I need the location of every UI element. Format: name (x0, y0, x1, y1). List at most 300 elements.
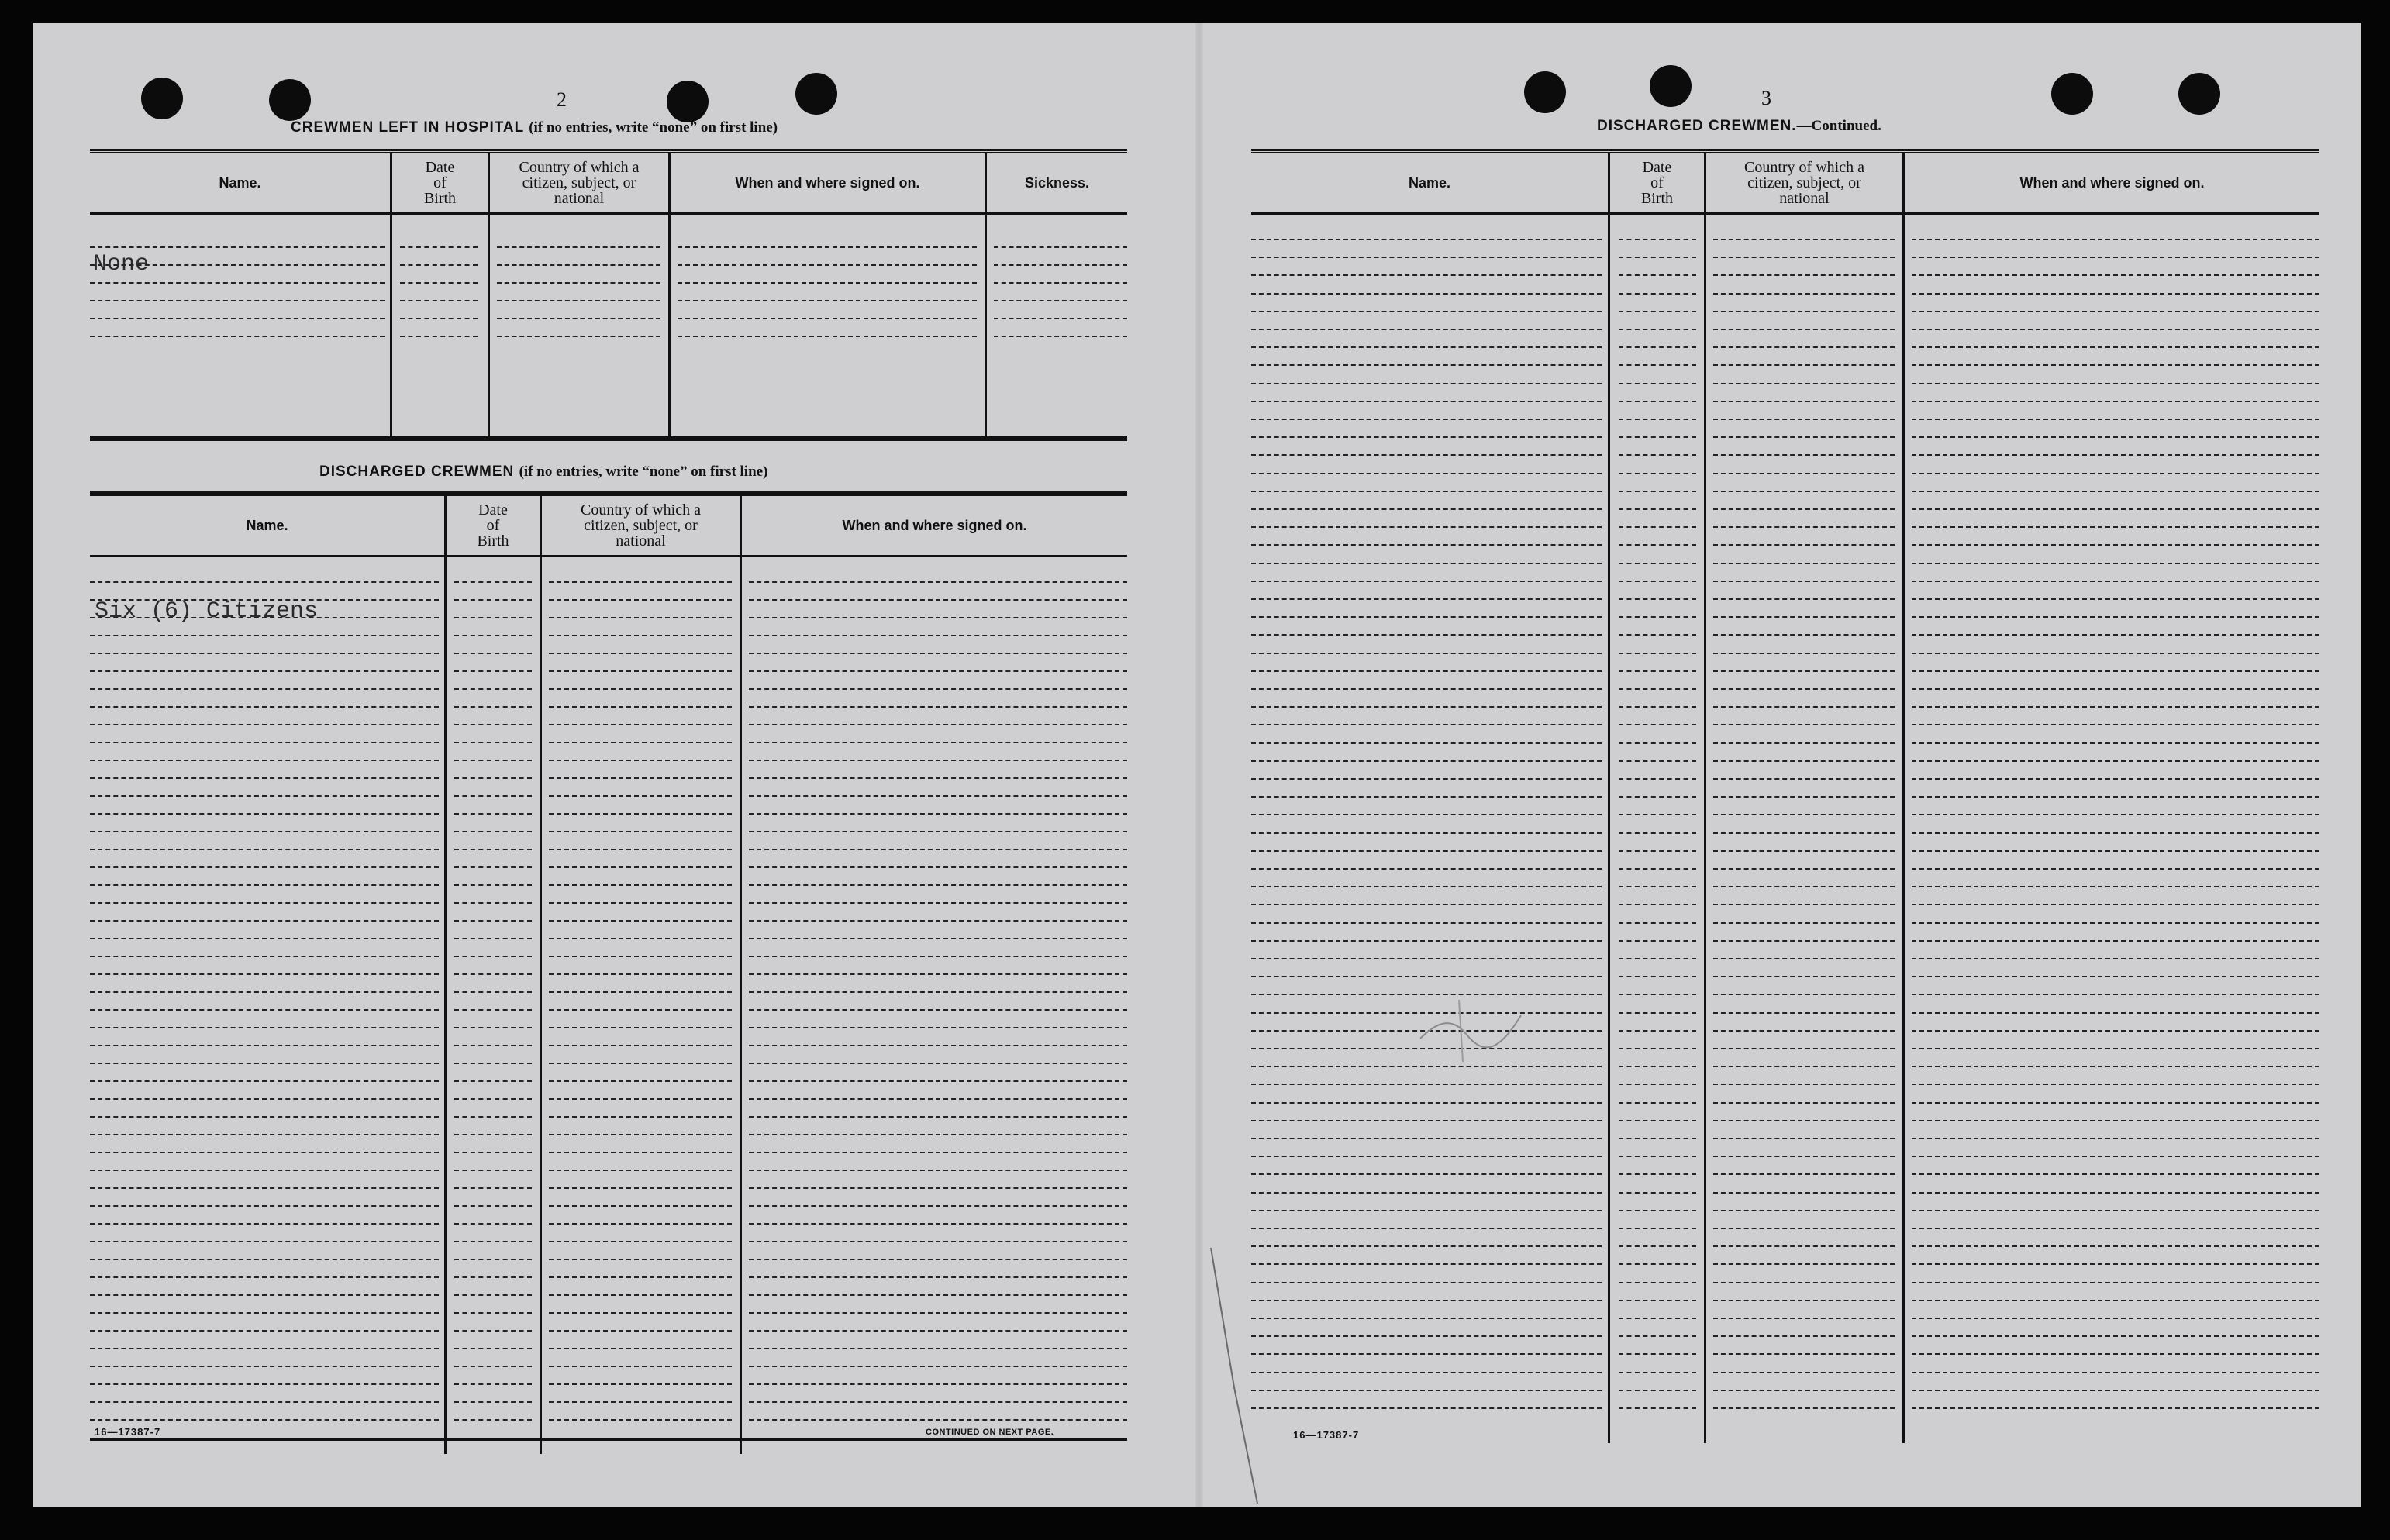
ruled-line (1251, 958, 1602, 959)
ruled-line (90, 956, 439, 957)
ruled-line (1619, 257, 1696, 258)
col-header-dob: Date of Birth (423, 159, 457, 207)
ruled-line (400, 282, 478, 284)
ruled-line (454, 1045, 532, 1046)
right-discharged-table (1251, 153, 2319, 1443)
ruled-line (90, 264, 385, 266)
ruled-line (454, 1187, 532, 1189)
ruled-line (1619, 508, 1696, 510)
ruled-line (1912, 778, 2319, 780)
ruled-line (1251, 346, 1602, 348)
ruled-line (1713, 616, 1895, 618)
ruled-line (549, 1170, 732, 1171)
ruled-line (549, 1401, 732, 1403)
ruled-line (1619, 1228, 1696, 1229)
ruled-line (549, 742, 732, 743)
ruled-line (1619, 598, 1696, 600)
ruled-line (90, 849, 439, 850)
ruled-line (749, 581, 1127, 583)
ruled-line (1619, 491, 1696, 492)
ruled-line (90, 1366, 439, 1367)
ruled-line (1713, 1372, 1895, 1373)
col-header-sickness: Sickness. (1024, 175, 1090, 191)
ruled-line (454, 1098, 532, 1100)
ruled-line (1619, 814, 1696, 815)
discharged-table (90, 496, 1127, 1454)
hospital-instruction-text: (if no entries, write “none” on first line) (529, 119, 778, 136)
ruled-line (749, 706, 1127, 708)
ruled-line (678, 246, 977, 248)
ruled-line (1619, 563, 1696, 564)
ruled-line (1713, 508, 1895, 510)
ruled-line (1713, 1048, 1895, 1049)
ruled-line (400, 264, 478, 266)
ruled-line (1912, 940, 2319, 942)
ruled-line (749, 920, 1127, 922)
ruled-line (90, 1259, 439, 1260)
ruled-line (90, 1205, 439, 1207)
ruled-line (1713, 491, 1895, 492)
ruled-line (749, 777, 1127, 779)
ruled-line (1713, 796, 1895, 798)
ruled-line (90, 813, 439, 815)
punch-hole (795, 73, 837, 115)
ruled-line (749, 973, 1127, 975)
ruled-line (549, 581, 732, 583)
ruled-line (1251, 364, 1602, 366)
ruled-line (1619, 1372, 1696, 1373)
ruled-line (678, 300, 977, 301)
ruled-line (749, 599, 1127, 601)
ruled-line (1713, 1282, 1895, 1283)
ruled-line (1251, 581, 1602, 582)
ruled-line (90, 1223, 439, 1225)
ruled-line (1251, 293, 1602, 295)
ruled-line (1251, 1245, 1602, 1247)
ruled-line (749, 813, 1127, 815)
ruled-line (1912, 616, 2319, 618)
ruled-line (1713, 850, 1895, 852)
ruled-line (1713, 1173, 1895, 1175)
ruled-line (549, 1187, 732, 1189)
ruled-line (1619, 760, 1696, 762)
ruled-line (1713, 976, 1895, 977)
ruled-line (1713, 526, 1895, 528)
ruled-line (90, 1080, 439, 1082)
ruled-line (1619, 1048, 1696, 1049)
ruled-line (454, 1170, 532, 1171)
ruled-line (1912, 508, 2319, 510)
ruled-line (749, 635, 1127, 636)
ruled-line (1251, 598, 1602, 600)
ruled-line (1619, 1318, 1696, 1319)
ruled-line (1912, 904, 2319, 905)
ruled-line (1251, 311, 1602, 312)
ruled-line (1713, 1192, 1895, 1194)
page-number-left: 2 (557, 88, 567, 111)
col-header-signed-on: When and where signed on. (2019, 175, 2205, 191)
ruled-line (90, 581, 439, 583)
ruled-line (1713, 1012, 1895, 1014)
ruled-line (1251, 904, 1602, 905)
ruled-line (1619, 904, 1696, 905)
ruled-line (1912, 1048, 2319, 1049)
ruled-line (1713, 346, 1895, 348)
ruled-line (90, 1383, 439, 1385)
ruled-line (1619, 346, 1696, 348)
ruled-line (1713, 1210, 1895, 1211)
punch-hole (2051, 73, 2093, 115)
ruled-line (1713, 653, 1895, 654)
ruled-line (1619, 976, 1696, 977)
header-rule (1251, 212, 2319, 215)
ruled-line (1619, 868, 1696, 870)
ruled-line (749, 938, 1127, 939)
ruled-line (994, 282, 1127, 284)
ruled-line (1251, 796, 1602, 798)
ruled-line (454, 1152, 532, 1153)
punch-hole (1524, 71, 1566, 113)
ruled-line (749, 1312, 1127, 1314)
ruled-line (90, 1419, 439, 1421)
col-header-name: Name. (219, 175, 261, 191)
ruled-line (1619, 436, 1696, 438)
ruled-line (1912, 1372, 2319, 1373)
ruled-line (1713, 257, 1895, 258)
ruled-line (454, 706, 532, 708)
ruled-line (1912, 1300, 2319, 1301)
ruled-line (1251, 1353, 1602, 1355)
ruled-line (1713, 1120, 1895, 1121)
header-rule (90, 212, 1127, 215)
ruled-line (994, 300, 1127, 301)
ruled-line (454, 1401, 532, 1403)
ruled-line (1251, 1282, 1602, 1283)
ruled-line (1912, 1318, 2319, 1319)
column-divider (740, 496, 742, 1454)
discharged-title-text: DISCHARGED CREWMEN (319, 463, 515, 480)
ruled-line (1251, 742, 1602, 744)
ruled-line (1912, 868, 2319, 870)
ruled-line (454, 617, 532, 618)
ruled-line (1251, 526, 1602, 528)
ruled-line (90, 938, 439, 939)
ruled-line (1713, 760, 1895, 762)
ruled-line (749, 1170, 1127, 1171)
ruled-line (1912, 1173, 2319, 1175)
ruled-line (1912, 401, 2319, 402)
ruled-line (1251, 1318, 1602, 1319)
ruled-line (454, 973, 532, 975)
punch-hole (2178, 73, 2220, 115)
ruled-line (497, 336, 660, 337)
ruled-line (749, 1276, 1127, 1278)
ruled-line (1912, 526, 2319, 528)
ruled-line (454, 956, 532, 957)
ruled-line (1713, 904, 1895, 905)
ruled-line (497, 264, 660, 266)
ruled-line (1713, 994, 1895, 995)
ruled-line (1713, 598, 1895, 600)
ruled-line (1912, 383, 2319, 384)
ruled-line (1251, 1335, 1602, 1337)
ruled-line (1713, 1300, 1895, 1301)
ruled-line (90, 1116, 439, 1118)
ruled-line (1912, 688, 2319, 690)
column-divider (1704, 153, 1706, 1443)
ruled-line (454, 670, 532, 672)
ruled-line (1619, 724, 1696, 725)
ruled-line (1619, 778, 1696, 780)
ruled-line (1619, 383, 1696, 384)
ruled-line (1619, 1192, 1696, 1194)
ruled-line (1251, 832, 1602, 834)
ruled-line (1912, 1210, 2319, 1211)
ruled-line (1619, 922, 1696, 924)
ruled-line (1912, 1390, 2319, 1391)
ruled-line (1619, 1138, 1696, 1139)
ruled-line (1713, 958, 1895, 959)
ruled-line (549, 849, 732, 850)
page-number-right: 3 (1761, 87, 1771, 109)
ruled-line (1912, 922, 2319, 924)
ruled-line (1912, 346, 2319, 348)
ruled-line (1251, 491, 1602, 492)
ruled-line (1251, 688, 1602, 690)
ruled-line (1713, 329, 1895, 330)
ruled-line (1619, 419, 1696, 420)
ruled-line (749, 742, 1127, 743)
ruled-line (549, 688, 732, 690)
ruled-line (749, 1366, 1127, 1367)
ruled-line (1251, 1120, 1602, 1121)
ruled-line (749, 1259, 1127, 1260)
ruled-line (1912, 1012, 2319, 1014)
ruled-line (1251, 760, 1602, 762)
ruled-line (454, 813, 532, 815)
ruled-line (454, 831, 532, 832)
ruled-line (1713, 1084, 1895, 1085)
ruled-line (454, 795, 532, 797)
ruled-line (90, 1170, 439, 1171)
ruled-line (1912, 311, 2319, 312)
column-divider (1608, 153, 1610, 1443)
ruled-line (1713, 1138, 1895, 1139)
ruled-line (1619, 581, 1696, 582)
ruled-line (549, 706, 732, 708)
ruled-line (749, 1009, 1127, 1011)
ruled-line (90, 920, 439, 922)
ruled-line (1251, 563, 1602, 564)
ruled-line (454, 1330, 532, 1332)
ruled-line (549, 991, 732, 993)
ruled-line (549, 1276, 732, 1278)
ruled-line (1912, 257, 2319, 258)
ruled-line (454, 1027, 532, 1028)
ruled-line (549, 1348, 732, 1349)
ruled-line (749, 1187, 1127, 1189)
ruled-line (1251, 454, 1602, 456)
ruled-line (1912, 274, 2319, 276)
ruled-line (454, 884, 532, 886)
form-number-right: 16—17387-7 (1293, 1429, 1360, 1441)
ruled-line (1713, 274, 1895, 276)
ruled-line (90, 795, 439, 797)
ruled-line (1251, 940, 1602, 942)
ruled-line (549, 795, 732, 797)
ruled-line (549, 777, 732, 779)
ruled-line (1251, 1210, 1602, 1211)
ruled-line (549, 938, 732, 939)
ruled-line (1912, 1282, 2319, 1283)
ruled-line (1619, 239, 1696, 240)
ruled-line (1251, 329, 1602, 330)
ruled-line (994, 264, 1127, 266)
ruled-line (1713, 1407, 1895, 1409)
ruled-line (749, 1223, 1127, 1225)
ruled-line (1619, 958, 1696, 959)
ruled-line (1251, 239, 1602, 240)
ruled-line (549, 1134, 732, 1135)
ruled-line (90, 1152, 439, 1153)
ruled-line (1713, 1156, 1895, 1157)
ruled-line (1619, 832, 1696, 834)
ruled-line (454, 1009, 532, 1011)
discharged-section-title (319, 463, 767, 481)
table-bottom-rule (90, 1438, 1127, 1441)
ruled-line (1251, 1228, 1602, 1229)
ruled-line (1619, 1390, 1696, 1391)
ruled-line (454, 635, 532, 636)
ruled-line (1912, 670, 2319, 672)
ruled-line (1713, 670, 1895, 672)
ruled-line (1713, 1335, 1895, 1337)
ruled-line (1912, 850, 2319, 852)
ruled-line (90, 246, 385, 248)
ruled-line (994, 336, 1127, 337)
ruled-line (90, 688, 439, 690)
ruled-line (1251, 1192, 1602, 1194)
ruled-line (1619, 1084, 1696, 1085)
ruled-line (1713, 886, 1895, 887)
ruled-line (90, 1134, 439, 1135)
right-title-text: DISCHARGED CREWMEN. (1597, 118, 1797, 134)
ruled-line (749, 1348, 1127, 1349)
ruled-line (454, 1063, 532, 1064)
ruled-line (454, 1116, 532, 1118)
ruled-line (1713, 940, 1895, 942)
ruled-line (1713, 239, 1895, 240)
ruled-line (1619, 850, 1696, 852)
ruled-line (549, 1205, 732, 1207)
ruled-line (400, 246, 478, 248)
ruled-line (1912, 491, 2319, 492)
ruled-line (1251, 1138, 1602, 1139)
punch-hole (667, 81, 709, 122)
ruled-line (454, 724, 532, 725)
ruled-line (454, 581, 532, 583)
ruled-line (549, 1063, 732, 1064)
hospital-table (90, 153, 1127, 437)
ruled-line (1619, 1030, 1696, 1032)
ruled-line (454, 1348, 532, 1349)
ruled-line (1251, 868, 1602, 870)
ruled-line (90, 1063, 439, 1064)
ruled-line (1713, 634, 1895, 636)
ruled-line (1713, 293, 1895, 295)
ruled-line (1912, 1263, 2319, 1265)
ruled-line (1251, 419, 1602, 420)
ruled-line (1912, 958, 2319, 959)
ruled-line (1619, 1012, 1696, 1014)
ruled-line (90, 973, 439, 975)
ruled-line (454, 1366, 532, 1367)
ruled-line (1912, 473, 2319, 474)
ruled-line (749, 670, 1127, 672)
ruled-line (1251, 616, 1602, 618)
ruled-line (1713, 544, 1895, 546)
ruled-line (454, 599, 532, 601)
ruled-line (1912, 239, 2319, 240)
ruled-line (1619, 293, 1696, 295)
form-number-left: 16—17387-7 (95, 1426, 161, 1438)
discharged-instruction-text: (if no entries, write “none” on first line) (519, 463, 768, 480)
ruled-line (1713, 724, 1895, 725)
ruled-line (497, 246, 660, 248)
ruled-line (1713, 436, 1895, 438)
ruled-line (90, 336, 385, 337)
ruled-line (749, 1045, 1127, 1046)
pencil-mark (1405, 969, 1560, 1077)
ruled-line (1713, 419, 1895, 420)
ruled-line (549, 670, 732, 672)
ruled-line (749, 795, 1127, 797)
ruled-line (1251, 886, 1602, 887)
ruled-line (1912, 653, 2319, 654)
col-header-name: Name. (246, 518, 288, 533)
ruled-line (549, 1045, 732, 1046)
page-gutter (1195, 23, 1203, 1507)
ruled-line (549, 1259, 732, 1260)
ruled-line (1251, 1173, 1602, 1175)
ruled-line (1251, 724, 1602, 725)
ruled-line (454, 1241, 532, 1242)
ruled-line (749, 884, 1127, 886)
ruled-line (994, 246, 1127, 248)
ruled-line (1251, 850, 1602, 852)
col-header-name: Name. (1408, 175, 1451, 191)
ruled-line (1619, 940, 1696, 942)
ruled-line (1912, 994, 2319, 995)
ruled-line (749, 1098, 1127, 1100)
ruled-line (454, 1259, 532, 1260)
right-section-title (1597, 118, 1881, 135)
ruled-line (749, 653, 1127, 654)
ruled-line (749, 866, 1127, 868)
ruled-line (1912, 1335, 2319, 1337)
ruled-line (549, 956, 732, 957)
col-header-country: Country of which a citizen, subject, or national (581, 501, 701, 550)
ruled-line (1619, 706, 1696, 708)
ruled-line (1619, 401, 1696, 402)
col-header-dob: Date of Birth (477, 501, 509, 550)
ruled-line (1912, 454, 2319, 456)
ruled-line (1713, 563, 1895, 564)
col-header-signed-on: When and where signed on. (842, 518, 1027, 533)
ruled-line (1713, 742, 1895, 744)
ruled-line (90, 1187, 439, 1189)
ruled-line (549, 831, 732, 832)
